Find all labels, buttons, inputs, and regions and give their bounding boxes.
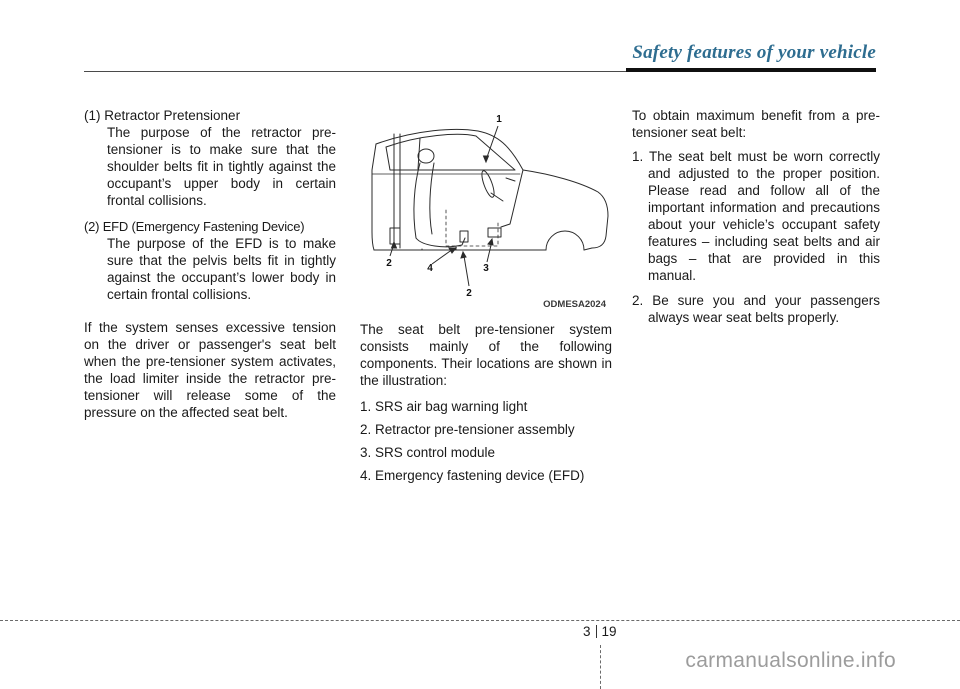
watermark-text: carmanualsonline.info — [685, 649, 896, 672]
callout-3: 3 — [483, 263, 489, 274]
footer-dashed-rule — [0, 620, 960, 621]
figure-code: ODMESA2024 — [543, 299, 606, 310]
page-number-divider — [596, 625, 597, 638]
benefit-item-2: 2. Be sure you and your passengers always wear seat belts properly. — [632, 293, 880, 325]
benefit-item-1: 1. The seat belt must be worn correctly and adjusted to the proper position. Please read and follow all of the important information and precautions about your vehicle’s occupant safety features – including seat belts and air bags – that are provided in this manual. — [632, 149, 880, 283]
list-item-srs-warning-light: 1. SRS air bag warning light — [360, 399, 528, 414]
list-item-efd: 4. Emergency fastening device (EFD) — [360, 468, 585, 483]
callout-2-left: 2 — [386, 258, 392, 269]
footer-vertical-dashed-rule — [600, 645, 601, 689]
components-list — [360, 398, 612, 484]
vehicle-cutaway-drawing — [360, 100, 612, 318]
header-rule-accent — [626, 68, 876, 72]
page-number — [580, 623, 620, 640]
page-in-chapter: 19 — [601, 624, 617, 639]
right-column — [632, 107, 880, 334]
list-item-retractor-pretensioner: 2. Retractor pre-tensioner assembly — [360, 422, 575, 437]
callout-2-bottom: 2 — [466, 288, 472, 299]
callout-4: 4 — [427, 263, 433, 274]
callout-1: 1 — [496, 114, 502, 125]
load-limiter-paragraph: If the system senses excessive tension on the driver or passenger's seat belt when the pre-tensioner system activates, the load limiter inside the retractor pre-tensioner will release some of the pressure on the affected seat belt. — [84, 320, 336, 420]
item-1-body: The purpose of the retractor pre-tensioner is to make sure that the shoulder belts fit in tightly against the occupant’s upper body in certain frontal collisions. — [107, 125, 336, 208]
benefit-intro: To obtain maximum benefit from a pre-tensioner seat belt: — [632, 108, 880, 140]
item-2-body: The purpose of the EFD is to make sure that the pelvis belts fit in tightly against the occupant’s lower body in certain frontal collisions. — [107, 236, 336, 302]
chapter-number: 3 — [583, 624, 591, 639]
middle-column-text — [360, 321, 612, 490]
item-2-heading: (2) EFD (Emergency Fastening Device) — [84, 219, 305, 234]
page-title: Safety features of your vehicle — [632, 42, 876, 63]
components-intro: The seat belt pre-tensioner system consists mainly of the following components. Their locations are shown in the illustration: — [360, 322, 612, 388]
left-column — [84, 107, 336, 421]
item-1-heading: (1) Retractor Pretensioner — [84, 108, 241, 123]
list-item-srs-control-module: 3. SRS control module — [360, 445, 496, 460]
pretensioner-illustration — [360, 100, 612, 318]
callout-leader-lines — [390, 126, 498, 286]
